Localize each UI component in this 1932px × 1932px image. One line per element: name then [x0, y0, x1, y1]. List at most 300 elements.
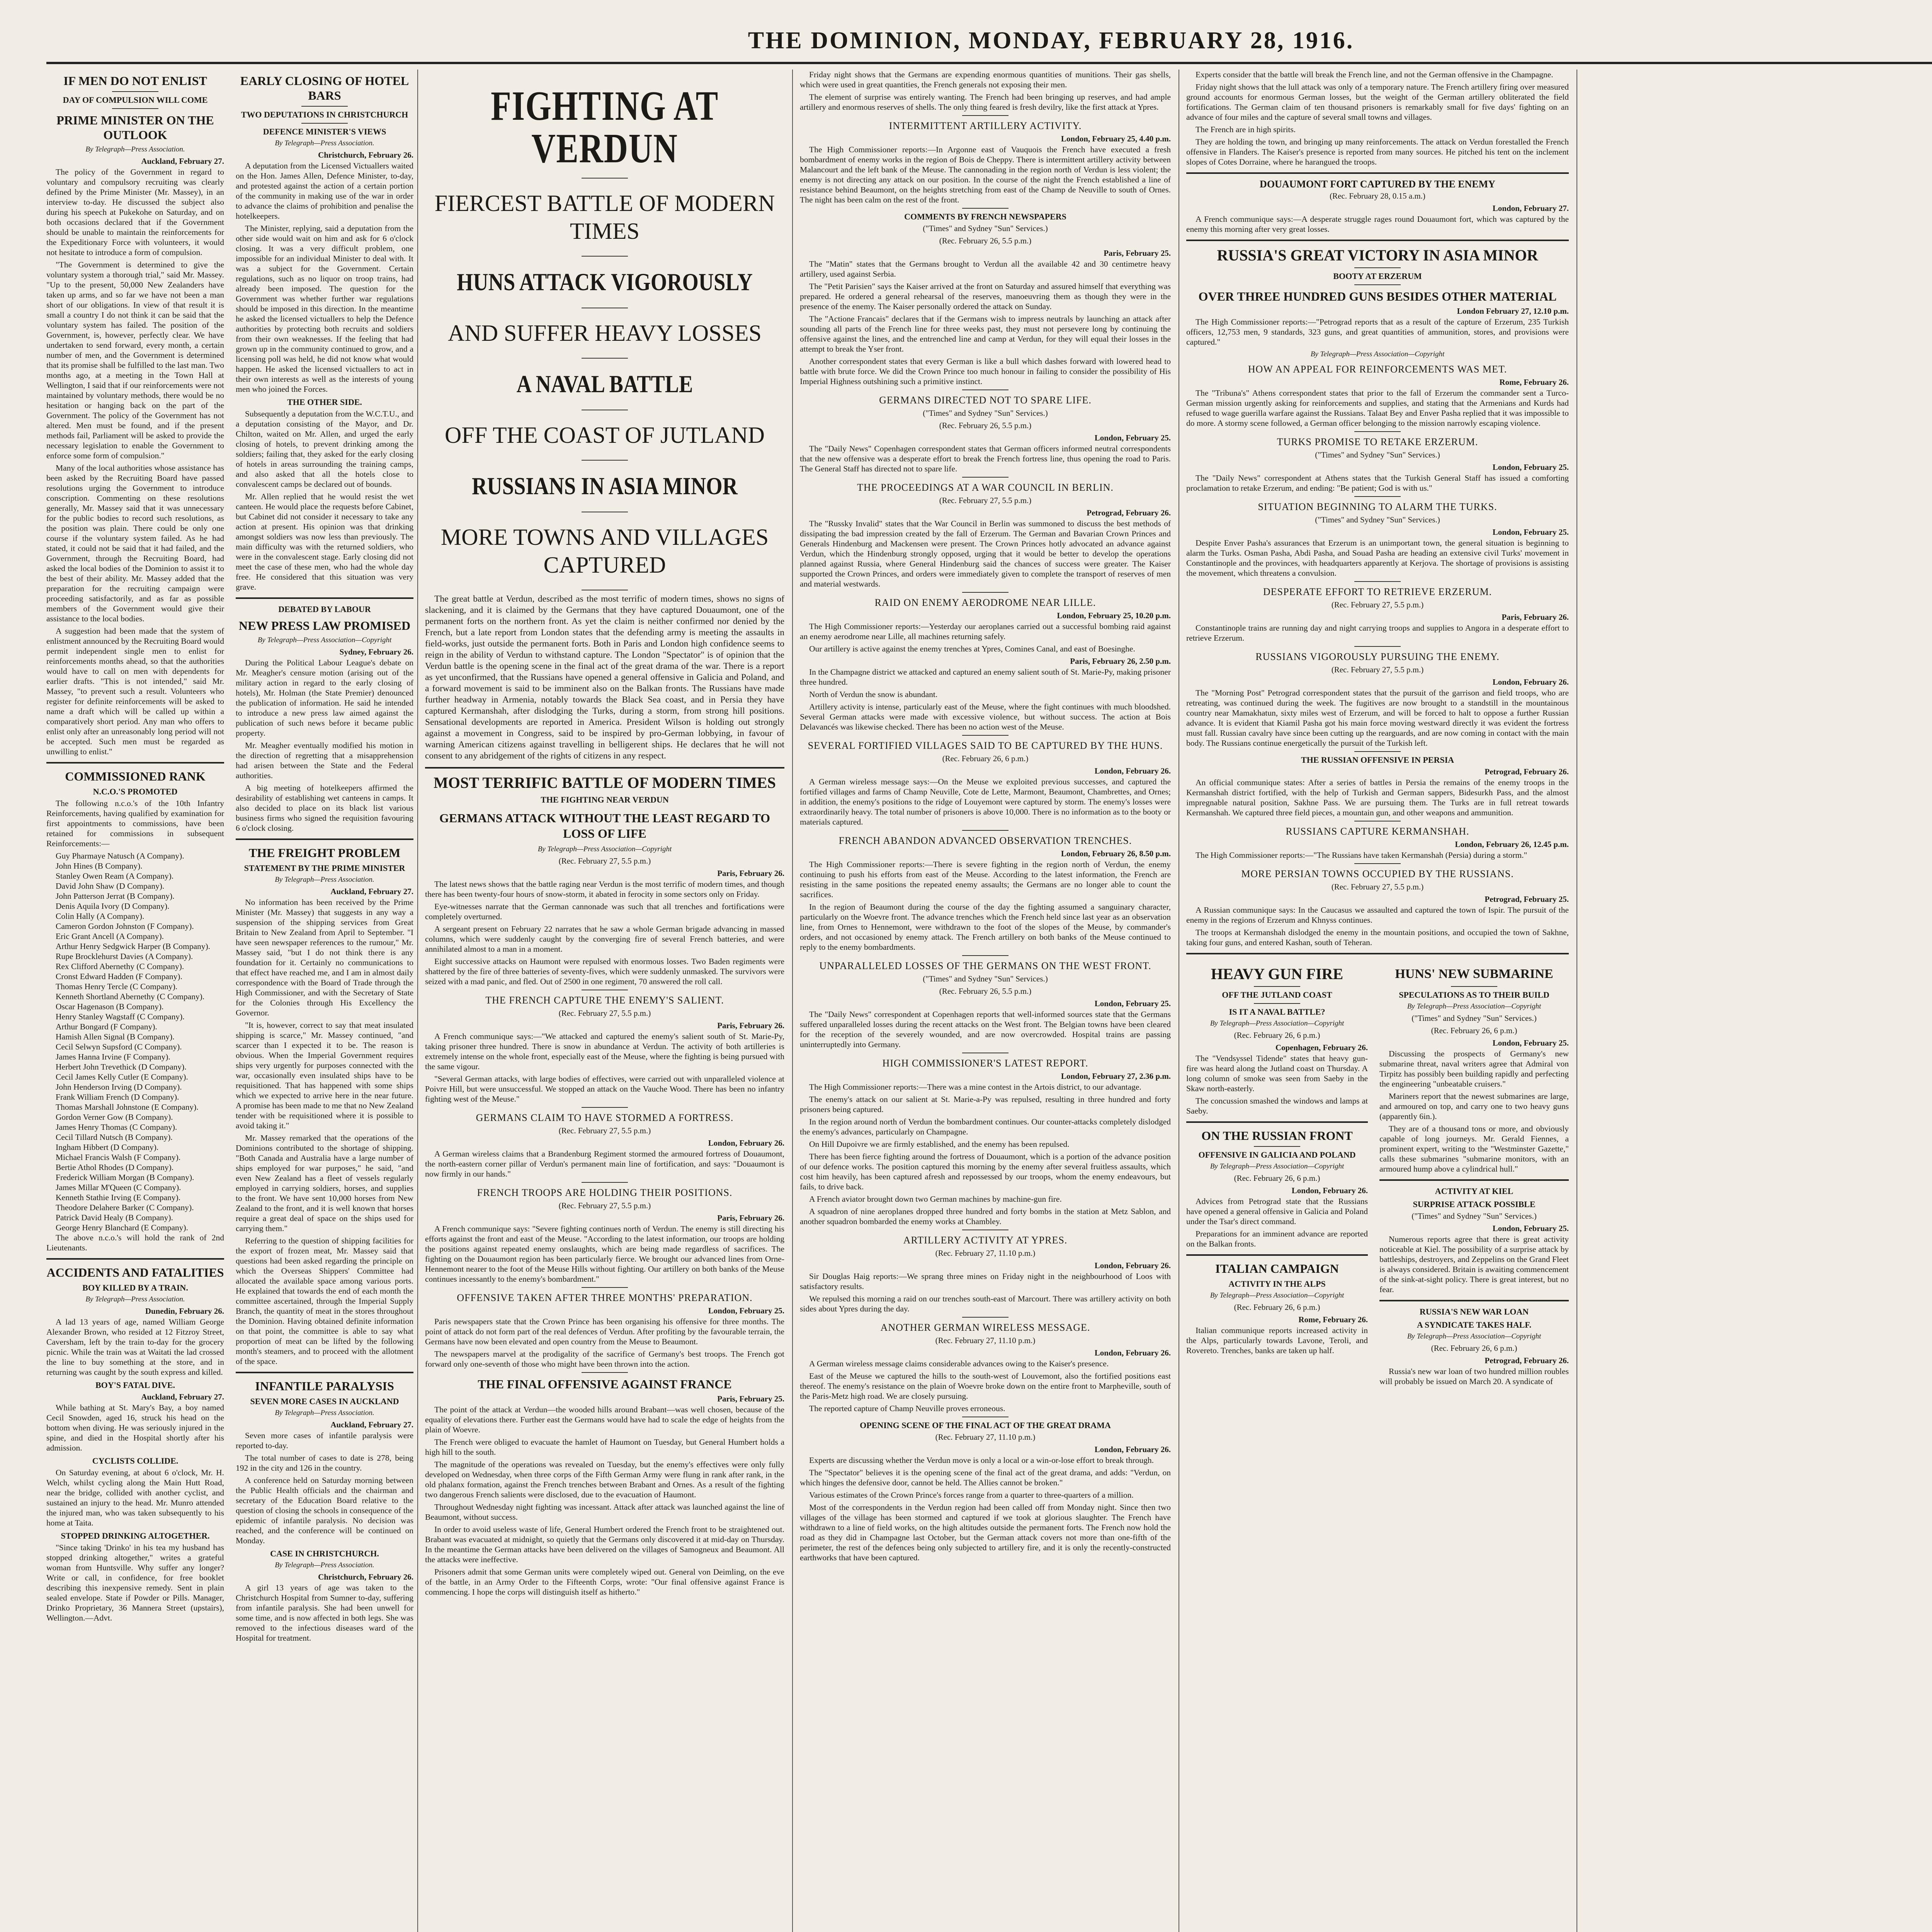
- paragraph: Eight successive attacks on Haumont were repulsed with enormous losses. Two Baden regiments were shattered by the fire of three batteries of seventy-fives, which were suddenly unmasked. The survivors were seized with a mad panic, and fled. Out of 2500 in one regiment, 70 answered the roll call.: [425, 957, 784, 986]
- paragraph: In the Champagne district we attacked and captured an enemy salient south of St. Marie-Py, making prisoner three hundred.: [800, 667, 1171, 687]
- paragraph: A suggestion had been made that the system of enlistment announced by the Recruiting Board would permit independent single men to enlist for reinforcements months ahead, so that the authorities would have to call on men with dependents for earlier drafts. "This is not intended," said Mr. Massey, "to prevent such a result. Volunteers who register for definite reinforcements will be asked to name a draft which will be called up within a comparatively short period. Any man who offers to enlist only after an unreasonably long period will not be accepted. Such men must be regarded as unwilling to enlist.": [46, 626, 224, 756]
- dateline: Paris, February 26.: [1502, 612, 1569, 622]
- paragraph: The High Commissioner reports:—"Petrograd reports that as a result of the capture of Erzerum, 235 Turkish officers, 12,753 men, 9 standards, 323 guns, and great quantities of ammunition, stores, and provisions were captured.": [1186, 317, 1569, 347]
- subheadline: A SYNDICATE TAKES HALF.: [1417, 1320, 1532, 1330]
- paragraph: A German wireless message claims considerable advances owing to the Kaiser's presence.: [809, 1359, 1109, 1368]
- subheadline: THE OTHER SIDE.: [287, 397, 362, 407]
- received-line: (Rec. February 28, 0.15 a.m.): [1330, 191, 1425, 201]
- paragraph: A German wireless message says:—On the Meuse we exploited previous successes, and captured the fortified villages and farms of Champ Neuville, Cote de Lette, Marmont, Beaumont, Chambrettes, and Ornes; in addition, the enemy's positions to the ridge of Louyemont were captured by storm. The enemy's losses were extraordinarily heavy. The total number of prisoners is above 10,000. There is no information as to the booty or materials captured.: [800, 777, 1171, 827]
- headline: ITALIAN CAMPAIGN: [1215, 1262, 1339, 1276]
- bottom-right: [1379, 960, 1569, 1655]
- agency-line: By Telegraph—Press Association—Copyright: [1407, 1002, 1541, 1010]
- headline: NEW PRESS LAW PROMISED: [238, 619, 411, 633]
- paragraph: A French communique says:—"We attacked and captured the enemy's salient south of St. Marie-Py, taking prisoner three hundred. There is snow in abundance at Verdun. The activity of both artilleries is extremely intense on the whole front, especially east of the Meuse, where the fighting is being pursued with the same vigour.: [425, 1032, 784, 1071]
- list-item: Henry Stanley Wagstaff (C Company).: [56, 1012, 185, 1021]
- dateline: Rome, February 26.: [1499, 378, 1569, 387]
- agency-line: By Telegraph—Press Association.: [85, 1295, 185, 1303]
- list-item: Oscar Hagenason (B Company).: [56, 1002, 164, 1011]
- subheadline: STATEMENT BY THE PRIME MINISTER: [244, 863, 405, 873]
- list-item: Thomas Marshall Johnstone (E Company).: [56, 1102, 199, 1112]
- agency-line: By Telegraph—Press Association—Copyright: [1310, 350, 1445, 358]
- paragraph: A German wireless claims that a Brandenburg Regiment stormed the armoured fortress of Douaumont, the north-eastern corner pillar of Verdun's permanent main line of fortification, and says: "Douaumont is now firmly in our hands.": [425, 1149, 784, 1179]
- subheadline: SEVEN MORE CASES IN AUCKLAND: [250, 1396, 399, 1406]
- column-1b: [236, 70, 413, 1932]
- paragraph: Subsequently a deputation from the W.C.T.U., and a deputation consisting of the Mayor, and Dr. Chilton, waited on Mr. Allen, and urged the early closing of hotels, to prevent drinking among the soldiers; failing that, they asked for the early closing of hotels in areas surrounding the training camps, and also asked that all the hotels close to convalescent camps be declared out of bounds.: [236, 409, 413, 489]
- list-item: Rupe Brocklehurst Davies (A Company).: [56, 952, 193, 961]
- source-line: ("Times" and Sydney "Sun" Services.): [1412, 1014, 1537, 1023]
- list-item: John Patterson Jerrat (B Company).: [56, 891, 175, 901]
- section-heading: THE RUSSIAN OFFENSIVE IN PERSIA: [1301, 755, 1454, 765]
- list-item: Kenneth Shortland Abernethy (C Company).: [56, 992, 205, 1001]
- list-item: James Millar M'Queen (C Company).: [56, 1183, 181, 1192]
- headline: HEAVY GUN FIRE: [1211, 965, 1344, 983]
- paragraph: The enemy's attack on our salient at St. Marie-a-Py was repulsed, resulting in three hundred and forty prisoners being captured.: [800, 1095, 1171, 1114]
- headline: INFANTILE PARALYSIS: [255, 1379, 394, 1393]
- paragraph: The concussion smashed the windows and lamps at Saeby.: [1186, 1096, 1368, 1116]
- section-heading: RAID ON ENEMY AERODROME NEAR LILLE.: [874, 597, 1096, 608]
- agency-line: By Telegraph—Press Association—Copyright: [537, 845, 672, 853]
- agency-line: By Telegraph—Press Association.: [275, 1561, 374, 1569]
- received-line: (Rec. February 26, 6 p.m.): [1431, 1026, 1517, 1035]
- section-heading: MORE PERSIAN TOWNS OCCUPIED BY THE RUSSIANS.: [1241, 868, 1514, 879]
- section-heading: FRENCH ABANDON ADVANCED OBSERVATION TRENCHES.: [838, 835, 1132, 846]
- headline: COMMISSIONED RANK: [65, 769, 206, 783]
- list-item: Colin Hally (A Company).: [56, 912, 145, 921]
- column-1a: [46, 70, 224, 1932]
- deck-headline: RUSSIANS IN ASIA MINOR: [472, 472, 738, 500]
- dateline: Petrograd, February 26.: [1485, 1356, 1569, 1365]
- source-line: ("Times" and Sydney "Sun" Services.): [1315, 450, 1440, 459]
- received-line: (Rec. February 27, 5.5 p.m.): [558, 856, 651, 866]
- subheadline: CASE IN CHRISTCHURCH.: [270, 1549, 379, 1558]
- section-heading: GERMANS DIRECTED NOT TO SPARE LIFE.: [879, 395, 1092, 406]
- paragraph: The High Commissioner reports:—There is severe fighting in the region north of Verdun, the enemy continuing to push his efforts from east of the Meuse. According to the latest information, the French are resisting in the same positions the repeated enemy assaults; the Germans are no longer able to count the sacrifices.: [800, 860, 1171, 899]
- paragraph: In the region of Beaumont during the course of the day the fighting assumed a sanguinary character, particularly on the Woevre front. The advance trenches which the French held since last year as an observation line, from Ornes to Hennemont, were withdrawn to the foot of the slopes of the Meuse, by commander's orders, and not occasioned by enemy attack. The French artillery on both banks of the Meuse continued to reply to the enemy bombardments.: [800, 902, 1171, 952]
- paragraph: The "Daily News" correspondent at Copenhagen reports that well-informed sources state that the Germans suffered unparalleled losses during the recent attacks on the West front. The Belgian towns have been cleared for the reception of the severely wounded, and are now overcrowded. Hospital trains are passing uninterruptedly into Germany.: [800, 1010, 1171, 1049]
- dateline: London, February 26, 12.45 p.m.: [1455, 840, 1569, 849]
- paragraph: The point of the attack at Verdun—the wooded hills around Brabant—was well chosen, because of the equality of elevations there. Further east the Germans would have had to scale the edge of heights from the plain of Woevre.: [425, 1405, 784, 1434]
- received-line: (Rec. February 27, 5.5 p.m.): [558, 1201, 651, 1210]
- list-item: Cameron Gordon Johnston (F Company).: [56, 922, 194, 931]
- received-line: (Rec. February 26, 6 p.m.): [1234, 1031, 1320, 1040]
- list-item: Ingham Hibbert (D Company).: [56, 1143, 159, 1152]
- dateline: Paris, February 26.: [717, 1021, 784, 1030]
- column-rule: [792, 70, 793, 1932]
- column-rule: [417, 70, 418, 1932]
- dateline: London, February 25.: [1094, 433, 1171, 442]
- section-heading: ARTILLERY ACTIVITY AT YPRES.: [903, 1235, 1068, 1246]
- source-line: ("Times" and Sydney "Sun" Services.): [1412, 1211, 1537, 1221]
- paragraph: Russia's new war loan of two hundred million roubles will probably be issued on March 20. A syndicate of: [1379, 1367, 1569, 1386]
- dateline: Copenhagen, February 26.: [1275, 1043, 1368, 1052]
- list-item: George Henry Blanchard (E Company).: [56, 1223, 188, 1232]
- section-heading: TURKS PROMISE TO RETAKE ERZERUM.: [1277, 436, 1478, 447]
- headline: ACCIDENTS AND FATALITIES: [46, 1265, 224, 1279]
- subheadline: SPECULATIONS AS TO THEIR BUILD: [1399, 990, 1549, 1000]
- headline: MOST TERRIFIC BATTLE OF MODERN TIMES: [434, 774, 776, 791]
- source-line: ("Times" and Sydney "Sun" Services.): [1315, 515, 1440, 524]
- paragraph: "The Government is determined to give the voluntary system a thorough trial," said Mr. Massey. "Up to the present, 50,000 New Zealanders have taken up arms, and so far we have not been a man short of our obligations. In view of that result it is small a country I do not think it can be said that the voluntary system has failed. The position of the Government, is, however, perfectly clear. We have undertaken to send forward, every month, a certain number of men, and the Government is determined that its promise shall be fulfilled to the last man. Two months ago, at a meeting in the Town Hall at Wellington, I said that if our reinforcements were not maintained by voluntary methods, there would be no hesitation or hanging back on the part of the Government. The policy of the Government has not altered. Men must be found, and if the present methods fail, Parliament will be asked to provide the necessary legislation to enable the Government to enforce some form of compulsion.": [46, 260, 224, 460]
- paragraph: Mariners report that the newest submarines are large, and armoured on top, and carry one to two heavy guns (apparently 6in.).: [1379, 1092, 1569, 1121]
- paragraph: A French aviator brought down two German machines by machine-gun fire.: [809, 1194, 1062, 1204]
- dateline: London, February 25.: [1094, 999, 1171, 1008]
- section-heading: INTERMITTENT ARTILLERY ACTIVITY.: [889, 120, 1082, 131]
- paragraph: A girl 13 years of age was taken to the Christchurch Hospital from Sumner to-day, suffering from infantile paralysis. She had been unwell for some time, and is now affected in both legs. She was removed to the infectious diseases ward of the Hospital for treatment.: [236, 1583, 413, 1643]
- list-item: Theodore Delahere Barker (C Company).: [56, 1203, 194, 1212]
- section-heading: HIGH COMMISSIONER'S LATEST REPORT.: [882, 1058, 1088, 1069]
- received-line: (Rec. February 27, 5.5 p.m.): [939, 496, 1032, 505]
- deck-headline: MORE TOWNS AND VILLAGES CAPTURED: [440, 524, 769, 578]
- received-line: (Rec. February 26, 6 p.m.): [1234, 1303, 1320, 1312]
- dateline: London, February 25.: [1492, 1038, 1569, 1048]
- received-line: (Rec. February 27, 11.10 p.m.): [935, 1336, 1036, 1345]
- deck-headline: OFF THE COAST OF JUTLAND: [445, 422, 765, 448]
- paragraph: The total number of cases to date is 278, being 192 in the city and 126 in the country.: [236, 1453, 413, 1473]
- agency-line: By Telegraph—Press Association—Copyright: [1210, 1162, 1344, 1170]
- paragraph: Despite Enver Pasha's assurances that Erzerum is an unimportant town, the general situation is beginning to alarm the Turks. Osman Pasha, Abdi Pasha, and Souad Pasha are heading an extensive civil Turks' movement in Constantinople and the provinces, with headquarters apparently at Kerjova. The shortage of provisions is assisting the movement, which threatens a convulsion.: [1186, 538, 1569, 578]
- list-item: Arthur Henry Sedgwick Harper (B Company).: [56, 942, 211, 951]
- list-item: Guy Pharmaye Natusch (A Company).: [56, 851, 184, 861]
- paragraph: Discussing the prospects of Germany's new submarine threat, naval writers agree that Admiral von Tirpitz has possibly been building rapidly and perfecting the engineering "unbeatable cruisers.": [1379, 1049, 1569, 1088]
- section-heading: RUSSIANS VIGOROUSLY PURSUING THE ENEMY.: [1255, 651, 1500, 662]
- received-line: (Rec. February 27, 5.5 p.m.): [1331, 665, 1424, 674]
- paragraph: The reported capture of Champ Neuville proves erroneous.: [809, 1404, 1005, 1413]
- received-line: (Rec. February 27, 5.5 p.m.): [1331, 600, 1424, 609]
- list-item: Gordon Verner Gow (B Company).: [56, 1112, 173, 1122]
- headline: IF MEN DO NOT ENLIST: [63, 74, 207, 88]
- paragraph: Throughout Wednesday night fighting was incessant. Attack after attack was launched against the line of Beaumont, without success.: [425, 1502, 784, 1522]
- list-item: John Hines (B Company).: [56, 861, 143, 871]
- section-heading: DESPERATE EFFORT TO RETRIEVE ERZERUM.: [1263, 586, 1492, 597]
- list-item: James Hanna Irvine (F Company).: [56, 1052, 170, 1061]
- section-heading: THE FRENCH CAPTURE THE ENEMY'S SALIENT.: [485, 995, 724, 1006]
- paragraph: The "Tribuna's" Athens correspondent states that prior to the fall of Erzerum the commander sent a Turco-German mission urgently asking for reinforcements and supplies, and stating that the Armenians and Kurds had refused to wage guerilla warfare against the Russians. Talaat Bey and Enver Pasha replied that it was impossible to do more. A stormy scene followed, a German officer belonging to the mission narrowly escaping violence.: [1186, 388, 1569, 428]
- paragraph: The policy of the Government in regard to voluntary and compulsory recruiting was clearly defined by the Prime Minister (Mr. Massey), in an interview to-day. He discussed the subject also during his speech at Pukekohe on Saturday, and on both occasions declared that if the Government should be unable to maintain the reinforcements for the Expeditionary Force with volunteers, it would not hesitate to introduce a form of compulsion.: [46, 167, 224, 257]
- paragraph: The newspapers marvel at the prodigality of the sacrifice of Germany's best troops. The French got forward only one-seventh of those who might have been thrown into the action.: [425, 1349, 784, 1369]
- paragraph: Mr. Meagher eventually modified his motion in the direction of regretting that a misapprehension had arisen between the State and the Federal authorities.: [236, 741, 413, 780]
- list-item: Arthur Bongard (F Company).: [56, 1022, 157, 1031]
- dateline: London, February 25, 4.40 p.m.: [1061, 134, 1171, 143]
- paragraph: North of Verdun the snow is abundant.: [809, 690, 938, 699]
- paragraph: Artillery activity is intense, particularly east of the Meuse, where the fight continues with much bloodshed. Several German attacks were made with excessive violence, but without success. The action at Bois Delavancés was likewise checked. There has been no action west of the Meuse.: [800, 702, 1171, 731]
- paragraph: A Russian communique says: In the Caucasus we assaulted and captured the town of Ispir. The pursuit of the enemy in the regions of Erzerum and Khnyss continues.: [1186, 905, 1569, 925]
- rank-list: [46, 851, 224, 1233]
- paragraph: "Several German attacks, with large bodies of effectives, were carried out with unparalleled violence at Poivre Hill, but were unsuccessful. We stopped an attack on the Vauche Wood. There has been no infantry fighting west of the Meuse.": [425, 1074, 784, 1104]
- list-item: John Henderson Irving (D Company).: [56, 1082, 182, 1092]
- dateline: Auckland, February 27.: [330, 1420, 413, 1429]
- dateline: Paris, February 25.: [717, 1394, 784, 1403]
- list-item: Eric Grant Ancell (A Company).: [56, 932, 164, 941]
- received-line: (Rec. February 27, 11.10 p.m.): [935, 1432, 1036, 1442]
- paragraph: The Minister, replying, said a deputation from the other side would wait on him and ask for 6 o'clock closing. It was a very difficult problem, one impossible for an individual Minister to deal with. It was a subject for the Government. Certain regulations, such as no liquor on troop trains, had already been imposed. The question for the Government was whether further war regulations should be imposed in this direction. In the meantime he asked the licensed victuallers to help the Defence authorities by protecting both recruits and soldiers from their own weaknesses. If the feeling that had grown up in the community continued to grow, and a licensing poll was held, he did not know what would happen. He asked the licensed victuallers to act in their own interests as well as the interests of young men who joined the Forces.: [236, 224, 413, 394]
- list-item: Herbert John Trevethick (D Company).: [56, 1062, 187, 1071]
- column-main-story: [425, 70, 784, 1932]
- list-item: Stanley Owen Ream (A Company).: [56, 871, 174, 881]
- subheadline: N.C.O.'S PROMOTED: [93, 787, 178, 796]
- dateline: Petrograd, February 26.: [1485, 767, 1569, 776]
- received-line: (Rec. February 27, 5.5 p.m.): [558, 1126, 651, 1135]
- paragraph: The "Matin" states that the Germans brought to Verdun all the available 42 and 30 centimetre heavy artillery, used against Serbia.: [800, 259, 1171, 279]
- subheadline: OFF THE JUTLAND COAST: [1222, 990, 1332, 1000]
- paragraph: There has been fierce fighting around the fortress of Douaumont, which is a portion of the advance position of our defence works. The position captured this morning by the enemy after several fruitless assaults, which cost him heavily, has been captured afresh and repossessed by our troops, whom the enemy endeavours, but fails, to drive back.: [800, 1152, 1171, 1191]
- headline: THE FINAL OFFENSIVE AGAINST FRANCE: [478, 1377, 732, 1391]
- masthead: [46, 27, 1932, 64]
- dateline: London, February 26.: [1094, 766, 1171, 776]
- list-item: Denis Aquila Ivory (D Company).: [56, 901, 170, 911]
- dateline: Petrograd, February 25.: [1485, 895, 1569, 904]
- paragraph: Our artillery is active against the enemy trenches at Ypres, Comines Canal, and east of Boesinghe.: [809, 644, 1135, 653]
- paragraph: An official communique states: After a series of battles in Persia the remains of the enemy troops in the Kermanshah district fortified, with the help of Turkish and German sappers, Bidesurkh Pass, and the almost impregnable natural position, Sakhne Pass. We are pursuing them. The Turks are in full retreat towards Kermanshah. We captured three field pieces, a mountain gun, and other weapons and ammunition.: [1186, 778, 1569, 817]
- received-line: (Rec. February 26, 5.5 p.m.): [939, 421, 1032, 430]
- paragraph: We repulsed this morning a raid on our trenches south-east of Marcourt. There was artillery activity on both sides about Ypres during the day.: [800, 1294, 1171, 1313]
- paragraph: On Saturday evening, at about 6 o'clock, Mr. H. Welch, whilst cycling along the Main Hutt Road, near the bridge, collided with another cyclist, and sustained an injury to the head. Mr. Munro attended the injured man, who was taken subsequently to his home at Taita.: [46, 1468, 224, 1527]
- received-line: (Rec. February 27, 11.10 p.m.): [935, 1248, 1036, 1258]
- subheadline: RUSSIA'S NEW WAR LOAN: [1419, 1307, 1529, 1316]
- paragraph: A lad 13 years of age, named William George Alexander Brown, who resided at 12 Fitzroy Street, Caversham, left by the train to-day for the grocery picnic. While the train was at Waitati the lad crossed the line to buy something at the store, and in returning was caught by the south express and killed.: [46, 1317, 224, 1377]
- paragraph: "It is, however, correct to say that meat insulated shipping is scarce," Mr. Massey continued, "and scarcer than I expected it to be. The reason is obvious. When the Imperial Government requires ships very urgently for purposes connected with the war, occasionally even insulated ships have to be requisitioned. That has happened with some ships which we expected to arrive here in the near future. A promise has been made to me that no New Zealand tender with be requisitioned where it is possible to avoid taking it.": [236, 1020, 413, 1130]
- dateline: Petrograd, February 26.: [1087, 508, 1171, 517]
- paragraph: Advices from Petrograd state that the Russians have opened a general offensive in Galicia and Poland under the Tsar's direct command.: [1186, 1197, 1368, 1226]
- list-item: Cecil Tillard Nutsch (B Company).: [56, 1133, 173, 1142]
- dateline: London, February 26.: [708, 1138, 784, 1148]
- section-heading: OFFENSIVE TAKEN AFTER THREE MONTHS' PREPARATION.: [457, 1292, 753, 1303]
- agency-line: By Telegraph—Press Association—Copyright: [1210, 1019, 1344, 1027]
- subheadline: DEBATED BY LABOUR: [278, 604, 371, 614]
- dateline: London, February 27.: [1492, 204, 1569, 213]
- dateline: Paris, February 26.: [717, 1213, 784, 1223]
- subheadline: STOPPED DRINKING ALTOGETHER.: [61, 1531, 210, 1541]
- subheadline: ACTIVITY IN THE ALPS: [1228, 1279, 1326, 1289]
- paragraph: The element of surprise was entirely wanting. The French had been bringing up reserves, and had ample artillery and enormous reserves of shells. The only thing feared is fresh devilry, like the first attack at Ypres.: [800, 92, 1171, 112]
- paragraph: The High Commissioner reports:—"The Russians have taken Kermanshah (Persia) during a storm.": [1196, 850, 1527, 860]
- headline: RUSSIA'S GREAT VICTORY IN ASIA MINOR: [1217, 247, 1538, 264]
- subheadline: TWO DEPUTATIONS IN CHRISTCHURCH: [241, 110, 408, 119]
- section-heading: COMMENTS BY FRENCH NEWSPAPERS: [904, 212, 1066, 221]
- subheadline: DEFENCE MINISTER'S VIEWS: [263, 127, 386, 136]
- list-item: Thomas Henry Tercle (C Company).: [56, 982, 178, 991]
- paragraph: Numerous reports agree that there is great activity noticeable at Kiel. The possibility of a surprise attack by battleships, destroyers, and Zeppelins on the Grand Fleet is always considered. Britain is awaiting commencement of the sink-at-sight policy. There is great interest, but no fear.: [1379, 1235, 1569, 1294]
- dateline: London, February 25.: [1492, 463, 1569, 472]
- paragraph: The "Vendsyssel Tidende" states that heavy gun-fire was heard along the Jutland coast on Thursday. A long column of smoke was seen from Saeby in the Skaw north-easterly.: [1186, 1054, 1368, 1093]
- list-item: Michael Francis Walsh (F Company).: [56, 1153, 181, 1162]
- list-item: David John Shaw (D Company).: [56, 881, 165, 891]
- agency-line: By Telegraph—Press Association.: [85, 145, 185, 153]
- newspaper-title: THE DOMINION, MONDAY, FEBRUARY 28, 1916.: [748, 27, 1354, 54]
- received-line: (Rec. February 26, 6 p.m.): [942, 754, 1029, 763]
- list-item: Cecil Selwyn Supsford (C Company).: [56, 1042, 182, 1051]
- section-heading: SEVERAL FORTIFIED VILLAGES SAID TO BE CAPTURED BY THE HUNS.: [808, 740, 1163, 751]
- source-line: ("Times" and Sydney "Sun" Services.): [923, 974, 1048, 983]
- advertisement: "Since taking 'Drinko' in his tea my husband has stopped drinking altogether," writes a grateful woman from Huntsville. Why suffer any longer? Write or call, in confidence, for free booklet describing this inexpensive remedy. Sent in plain sealed envelope. State if Powder or Pills. Manager, Drinko Proprietary, 36 Mannera Street (upstairs), Wellington.—Advt.: [46, 1543, 224, 1622]
- paragraph: They are of a thousand tons or more, and obviously capable of long journeys. Mr. Gerald Fiennes, a prominent expert, writing to the "Westminster Gazette," calls these submarines "submarine monitors, with an armoured hump above a cylindrical hull.": [1379, 1124, 1569, 1173]
- headline: THE FREIGHT PROBLEM: [248, 846, 401, 860]
- paragraph: A conference held on Saturday morning between the Public Health officials and the chairman and secretary of the Education Board relative to the question of closing the schools in consequence of the epidemic of infantile paralysis. No decision was reached, and the conference will be continued on Monday.: [236, 1476, 413, 1545]
- paragraph: Friday night shows that the lull attack was only of a temporary nature. The French artillery firing over measured ground accounts for enormous German losses, but the weight of the German artillery obliterated the field fortifications. The German claim of ten thousand prisoners is remarkably small for five days' fighting on an advance of four miles and the capture of several small towns and villages.: [1186, 82, 1569, 122]
- paragraph: The latest news shows that the battle raging near Verdun is the most terrific of modern times, and though there has been twenty-four hours of snow-storm, it abated in ferocity in some sectors only on Friday.: [425, 879, 784, 899]
- subheadline: SURPRISE ATTACK POSSIBLE: [1413, 1199, 1536, 1209]
- paragraph: A French communique says: "Severe fighting continues north of Verdun. The enemy is still directing his efforts against the front and east of the Meuse. "According to the latest information, our troops are holding the positions against repeated enemy onslaughts, which are being made regardless of sacrifices. The fighting on the Douaumont region has been particularly fierce. We brought our advanced lines from Orne-Hennemont nearer to the foot of the Meuse Hills without fighting. Our artillery on both banks of the Meuse continues incessantly to the enemy's bombardment.": [425, 1224, 784, 1284]
- list-item: Hamish Allen Signal (B Company).: [56, 1032, 175, 1041]
- dateline: London, February 26.: [1094, 1445, 1171, 1454]
- lead-paragraph: The great battle at Verdun, described as the most terrific of modern times, shows no signs of slackening, and it is claimed by the Germans that they have captured Douaumont, one of the permanent forts on the northern front. As yet the claim is neither confirmed nor denied by the French, but a late report from London states that the defending army is meeting the assaults in field-works, just outside the permanent forts. Both in Paris and London high confidence seems to reign in the ability of Verdun to withstand capture. The London "Spectator" is of opinion that the Verdun battle is the opening scene in the final act of the great drama of the war. There is a report as yet unconfirmed, that the Russians have opened a general offensive in Galicia and Poland, and a forward movement is said to be imminent also on the Balkan fronts. The Russians have made further headway in Armenia, notably towards the Black Sea coast, and in Persia they have captured Kermanshah, after dislodging the Turks, during a storm, from strong hill positions. Sensational developments are reported in America. President Wilson is holding out strongly against a movement in Congress, said to be inspired by pro-German lobbying, in favour of warning American citizens against travelling in belligerent ships. He declares that he will not consent to any abridgement of the rights of citizens in any respect.: [425, 594, 784, 761]
- list-item: Kenneth Stathie Irving (E Company).: [56, 1193, 181, 1202]
- paragraph: The "Daily News" correspondent at Athens states that the Turkish General Staff has issued a comforting proclamation to retake Erzerum, and ending: "Be patient; God is with us.": [1186, 473, 1569, 493]
- paragraph: The above n.c.o.'s will hold the rank of 2nd Lieutenants.: [46, 1233, 224, 1252]
- column-4: [1186, 70, 1569, 1932]
- paragraph: The "Russky Invalid" states that the War Council in Berlin was summoned to discuss the best methods of dissipating the bad impression created by the fall of Erzerum. The German and Bavarian Crown Princes and Generals Hindenburg and Mackensen were present. The Crown Princes hotly advocated an advance against Verdun, which the Hindenburg strongly opposed, urging that it would be better to develop the operations planned against Russia, where General Hindenburg said the chances of success were greater. The Kaiser supported the Crown Princes, and orders were immediately given to complete the transport of reserves of men and material westwards.: [800, 519, 1171, 588]
- dateline: London, February 25.: [708, 1306, 784, 1315]
- agency-line: By Telegraph—Press Association—Copyright: [1210, 1291, 1344, 1299]
- dateline: Paris, February 26, 2.50 p.m.: [1070, 656, 1171, 666]
- paragraph: Seven more cases of infantile paralysis were reported to-day.: [236, 1431, 413, 1450]
- subheadline: BOY KILLED BY A TRAIN.: [82, 1283, 188, 1293]
- received-line: (Rec. February 27, 5.5 p.m.): [558, 1009, 651, 1018]
- list-item: Cronst Edward Hadden (F Company).: [56, 972, 182, 981]
- dateline: London, February 26, 8.50 p.m.: [1061, 849, 1171, 858]
- dateline: Christchurch, February 26.: [318, 1572, 413, 1582]
- main-headline: FIGHTING AT VERDUN: [491, 83, 719, 172]
- paragraph: A squadron of nine aeroplanes dropped three hundred and forty bombs in the station at Metz Sablon, and another squadron bombarded the enemy works at Chambley.: [800, 1207, 1171, 1226]
- dateline: Rome, February 26.: [1298, 1315, 1368, 1324]
- paragraph: No information has been received by the Prime Minister (Mr. Massey) that suggests in any way a suspension of the shipping services from Great Britain to New Zealand from April to September. "I have seen newspaper references to the rumour," Mr. Massey said, "but I do not think there is any foundation for it. Certainly no communications to that effect have reached me, and I am in almost daily correspondence with the Board of Trade through the High Commissioner, and with the Secretary of State for the Colonies through His Excellency the Governor.: [236, 898, 413, 1017]
- dateline: Auckland, February 27.: [141, 156, 224, 166]
- paragraph: The following n.c.o.'s of the 10th Infantry Reinforcements, having qualified by examination for first appointments to commissions, have been retained for commissions in subsequent Reinforcements:—: [46, 799, 224, 848]
- paragraph: Paris newspapers state that the Crown Prince has been organising his offensive for three months. The point of attack do not form part of the real defences of Verdun. After profiting by the favourable terrain, the Germans have now been elevated and open country from the Meuse to Beaumont.: [425, 1317, 784, 1346]
- section-heading: HOW AN APPEAL FOR REINFORCEMENTS WAS MET.: [1248, 364, 1507, 375]
- paragraph: Referring to the question of shipping facilities for the export of frozen meat, Mr. Massey said that questions had been asked regarding the principle on which the Overseas Shippers' Committee had allocated the available space among various ports. He explained that towards the end of each month the committee ascertained, through the Imperial Supply Branch, the quantity of meat in the stores throughout the Dominion. Having obtained definite information on that point, the committee is able to say what proportion of meat can be lifted by the following month's steamers, and to proceed with the allotment of the space.: [236, 1236, 413, 1366]
- paragraph: The High Commissioner reports:—In Argonne east of Vauquois the French have executed a fresh bombardment of enemy works in the region of Bois de Cheppy. There is intermittent artillery activity between Malancourt and the left bank of the Meuse. The cannonading in the region north of Verdun is less violent; the enemy is not directing any attack on our position. In the course of the night the French established a line of resistance behind Beaumont, on the heights stretching from east of the Champ de Neuville to south of Ornes. The night has been calm on the rest of the front.: [800, 145, 1171, 204]
- subheadline: OFFENSIVE IN GALICIA AND POLAND: [1198, 1150, 1356, 1160]
- dateline: London, February 26.: [1094, 1348, 1171, 1357]
- subheadline: CYCLISTS COLLIDE.: [92, 1456, 179, 1466]
- agency-line: By Telegraph—Press Association—Copyright: [257, 636, 392, 644]
- headline: DOUAUMONT FORT CAPTURED BY THE ENEMY: [1260, 179, 1495, 190]
- dateline: London, February 25, 10.20 p.m.: [1057, 611, 1171, 620]
- received-line: (Rec. February 26, 6 p.m.): [1431, 1344, 1517, 1353]
- paragraph: In the region around north of Verdun the bombardment continues. Our counter-attacks completely dislodged the enemy's advances, particularly on Champagne.: [800, 1117, 1171, 1136]
- paragraph: Prisoners admit that some German units were completely wiped out. General von Deimling, on the eve of the battle, in an Army Order to the Fifteenth Corps, wrote: "Our final offensive against France is commencing. I hope the corps will distinguish itself as hitherto.": [425, 1567, 784, 1597]
- subheadline: ACTIVITY AT KIEL: [1435, 1186, 1514, 1196]
- dateline: London, February 25.: [1492, 527, 1569, 537]
- section-heading: THE PROCEEDINGS AT A WAR COUNCIL IN BERLIN.: [857, 482, 1114, 493]
- section-heading: SITUATION BEGINNING TO ALARM THE TURKS.: [1258, 501, 1497, 512]
- section-heading: OPENING SCENE OF THE FINAL ACT OF THE GREAT DRAMA: [860, 1420, 1111, 1430]
- paragraph: A French communique says:—A desperate struggle rages round Douaumont fort, which was captured by the enemy this morning after very great losses.: [1186, 214, 1569, 234]
- paragraph: During the Political Labour League's debate on Mr. Meagher's censure motion (arising out of the military action in regard to the early closing of hotels), Mr. Holman (the State Premier) denounced the publication of information. He said he intended to introduce a new press law aimed against the publication of such news before it became public property.: [236, 658, 413, 738]
- headline: HUNS' NEW SUBMARINE: [1395, 967, 1553, 981]
- source-line: ("Times" and Sydney "Sun" Services.): [923, 408, 1048, 418]
- column-3: [800, 70, 1171, 1932]
- agency-line: By Telegraph—Press Association.: [275, 139, 374, 147]
- agency-line: By Telegraph—Press Association—Copyright: [1407, 1332, 1541, 1340]
- paragraph: The French were obliged to evacuate the hamlet of Haumont on Tuesday, but General Humbert holds a high hill to the south.: [425, 1437, 784, 1457]
- paragraph: A sergeant present on February 22 narrates that he saw a whole German brigade advancing in massed columns, which were suddenly caught by the converging fire of several French batteries, and were annihilated almost to a man in a moment.: [425, 924, 784, 954]
- dateline: London, February 26.: [1291, 1186, 1368, 1195]
- dateline: London, February 25.: [1492, 1224, 1569, 1233]
- dateline: London, February 27, 2.36 p.m.: [1061, 1071, 1171, 1081]
- paragraph: Preparations for an imminent advance are reported on the Balkan fronts.: [1186, 1229, 1368, 1248]
- dateline: London, February 26.: [1094, 1261, 1171, 1270]
- source-line: ("Times" and Sydney "Sun" Services.): [923, 224, 1048, 233]
- dateline: Dunedin, February 26.: [145, 1306, 224, 1316]
- list-item: Bertie Athol Rhodes (D Company).: [56, 1163, 174, 1172]
- list-item: Rex Clifford Abernethy (C Company).: [56, 962, 184, 971]
- agency-line: By Telegraph—Press Association.: [275, 876, 374, 884]
- dateline: Auckland, February 27.: [330, 887, 413, 896]
- list-item: James Henry Thomas (C Company).: [56, 1122, 177, 1132]
- paragraph: Constantinople trains are running day and night carrying troops and supplies to Angora in a desperate effort to retrieve Erzerum.: [1186, 623, 1569, 643]
- bottom-left: [1186, 960, 1368, 1655]
- section-heading: RUSSIANS CAPTURE KERMANSHAH.: [1286, 826, 1469, 837]
- paragraph: The High Commissioner reports:—Yesterday our aeroplanes carried out a successful bombing raid against an enemy aerodrome near Lille, all machines returning safely.: [800, 622, 1171, 641]
- section-heading: ANOTHER GERMAN WIRELESS MESSAGE.: [880, 1322, 1090, 1333]
- list-item: Cecil James Kelly Cutler (E Company).: [56, 1072, 188, 1082]
- agency-line: By Telegraph—Press Association.: [275, 1409, 374, 1417]
- paragraph: The French are in high spirits.: [1196, 125, 1296, 134]
- paragraph: They are holding the town, and bringing up many reinforcements. The attack on Verdun forestalled the French offensive in Flanders. The Kaiser's presence is reported from many sources. He pitched his tent on the inclement slopes of Cotes Dorraine, where he harangued the troops.: [1186, 137, 1569, 167]
- paragraph: The "Morning Post" Petrograd correspondent states that the pursuit of the garrison and field troops, who are retreating, was continued during the week. The fugitives are now brought to a standstill in the mountainous country near Mamakhatun, sixty miles west of Erzerum, and will be forced to halt to oppose a further Russian advance. It is evident that Kiamil Pasha got his main force moving westward directly it was evident the fortress must fall. Russian cavalry have since been cutting up the rearguards, and are now coming in contact with the main body. The Russians continue energetically the pursuit of the Turkish left.: [1186, 688, 1569, 748]
- paragraph: A deputation from the Licensed Victuallers waited on the Hon. James Allen, Defence Minister, to-day, and protested against the action of a certain portion of the community in making use of the war in order to advance the claims of prohibition and penalise the hotelkeepers.: [236, 161, 413, 221]
- received-line: (Rec. February 26, 5.5 p.m.): [939, 236, 1032, 245]
- list-item: Frederick William Morgan (B Company).: [56, 1173, 194, 1182]
- paragraph: Experts consider that the battle will break the French line, and not the German offensive in the Champagne.: [1196, 70, 1553, 79]
- paragraph: Another correspondent states that every German is like a bull which dashes forward with lowered head to battle with brute force. We did the Crown Prince too much honour in failing to consider the possibility of His Imperial Highness outshining such a primitive instinct.: [800, 357, 1171, 386]
- paragraph: In order to avoid useless waste of life, General Humbert ordered the French front to be straightened out. Brabant was evacuated at midnight, so quietly that the Germans only discovered it at mid-day on Thursday. In the meantime the German attacks have been delivered on the villages of Samogneux and Beaumont. All the attacks were ineffective.: [425, 1525, 784, 1564]
- paragraph: Sir Douglas Haig reports:—We sprang three mines on Friday night in the neighbourhood of Loos with satisfactory results.: [800, 1272, 1171, 1291]
- received-line: (Rec. February 26, 5.5 p.m.): [939, 986, 1032, 996]
- dateline: London, February 26.: [1492, 677, 1569, 687]
- paragraph: The High Commissioner reports:—There was a mine contest in the Artois district, to our advantage.: [809, 1082, 1141, 1092]
- paragraph: Italian communique reports increased activity in the Alps, particularly towards Lavone, Teroli, and Rovereto. Trenches, banks are taken up half.: [1186, 1326, 1368, 1355]
- paragraph: Mr. Allen replied that he would resist the wet canteen. He would place the requests before Cabinet, but Cabinet did not consider it necessary to take any action at present. His opinion was that drinking amongst soldiers was now less than previously. The main difficulty was with the returned soldiers, who were in the convalescent stage. Early closing did not meet the case of these men, who had the whole day free. He considered that this situation was very grave.: [236, 492, 413, 592]
- paragraph: The "Spectator" believes it is the opening scene of the final act of the great drama, and adds: "Verdun, on which hinges the defensive door, cannot be held. The Allies cannot be broken.": [800, 1468, 1171, 1487]
- subheadline: BOOTY AT ERZERUM: [1333, 271, 1422, 281]
- deck-headline: FIERCEST BATTLE OF MODERN TIMES: [434, 190, 775, 244]
- column-1: [46, 70, 413, 1932]
- headline: EARLY CLOSING OF HOTEL BARS: [240, 74, 409, 102]
- headline: PRIME MINISTER ON THE OUTLOOK: [56, 113, 214, 142]
- dateline: Christchurch, February 26.: [318, 150, 413, 160]
- paragraph: The magnitude of the operations was revealed on Tuesday, but the enemy's effectives were only fully developed on Wednesday, when three corps of the Fifth German Army were flung in rank after rank, in the old phalanx formation, against the French trenches between Brabant and Ornes. As a result of the fighting two dangerous French salients were disclosed, due to the evacuation of Haumont.: [425, 1460, 784, 1499]
- dateline: Sydney, February 26.: [339, 647, 413, 656]
- paragraph: The "Actione Francais" declares that if the Germans wish to impress neutrals by launching an attack after sounding all parts of the French line for three weeks past, they must not persevere long by continuing the offensive against the lines, and the entrenched line and camp at Verdun, for they will equal their losses in the attempt to break the Yser front.: [800, 314, 1171, 354]
- subheadline: BOY'S FATAL DIVE.: [95, 1380, 175, 1390]
- paragraph: On Hill Dupoivre we are firmly established, and the enemy has been repulsed.: [809, 1139, 1070, 1149]
- headline: GERMANS ATTACK WITHOUT THE LEAST REGARD TO LOSS OF LIFE: [439, 811, 770, 840]
- subheadline: THE FIGHTING NEAR VERDUN: [541, 795, 669, 804]
- deck-headline: A NAVAL BATTLE: [516, 370, 693, 398]
- dateline: London February 27, 12.10 p.m.: [1457, 306, 1569, 316]
- dateline: Paris, February 25.: [1104, 248, 1171, 258]
- list-item: Patrick David Healy (B Company).: [56, 1213, 173, 1222]
- paragraph: Experts are discussing whether the Verdun move is only a local or a win-or-lose effort to break through.: [809, 1456, 1154, 1465]
- dateline: Auckland, February 27.: [141, 1392, 224, 1401]
- list-item: Frank William French (D Company).: [56, 1092, 179, 1102]
- paragraph: Eye-witnesses narrate that the German cannonade was such that all trenches and fortifications were completely overturned.: [425, 902, 784, 921]
- subheadline: DAY OF COMPULSION WILL COME: [63, 95, 208, 105]
- section-heading: FRENCH TROOPS ARE HOLDING THEIR POSITIONS.: [477, 1187, 733, 1198]
- paragraph: Many of the local authorities whose assistance has been asked by the Recruiting Board have passed resolutions urging the Government to introduce conscription. Commenting on these resolutions generally, Mr. Massey said that it was unnecessary for the public bodies to record such resolutions, as the position was plain. There could be only one course if the voluntary system failed. As he had stated, it could not be said that it had failed, and the Government, through the Recruiting Board, had asked the local bodies of the Dominion to assist it to the best of their ability. Mr. Massey added that the preparation for the recruiting campaign were proceeding satisfactorily, and as far as possible members of the Government would give their assistance to the local bodies.: [46, 463, 224, 623]
- headline: OVER THREE HUNDRED GUNS BESIDES OTHER MATERIAL: [1198, 289, 1557, 303]
- received-line: (Rec. February 27, 5.5 p.m.): [1331, 882, 1424, 891]
- section-heading: UNPARALLELED LOSSES OF THE GERMANS ON THE WEST FRONT.: [819, 960, 1151, 971]
- bottom-split: [1186, 960, 1569, 1655]
- paragraph: While bathing at St. Mary's Bay, a boy named Cecil Snowden, aged 16, struck his head on the bottom when diving. He was seriously injured in the spine, and died in the Hospital shortly after his admission.: [46, 1403, 224, 1452]
- deck-headline: HUNS ATTACK VIGOROUSLY: [457, 268, 753, 296]
- received-line: (Rec. February 26, 6 p.m.): [1234, 1173, 1320, 1183]
- paragraph: The troops at Kermanshah dislodged the enemy in the mountain positions, and occupied the town of Sakhne, taking four guns, and entered Kashan, south of Teheran.: [1186, 928, 1569, 947]
- paragraph: The "Daily News" Copenhagen correspondent states that German officers informed neutral correspondents that the new offensive was a desperate effort to break the French fortress line, thus opening the road to Paris. The General Staff has directed not to spare life.: [800, 444, 1171, 473]
